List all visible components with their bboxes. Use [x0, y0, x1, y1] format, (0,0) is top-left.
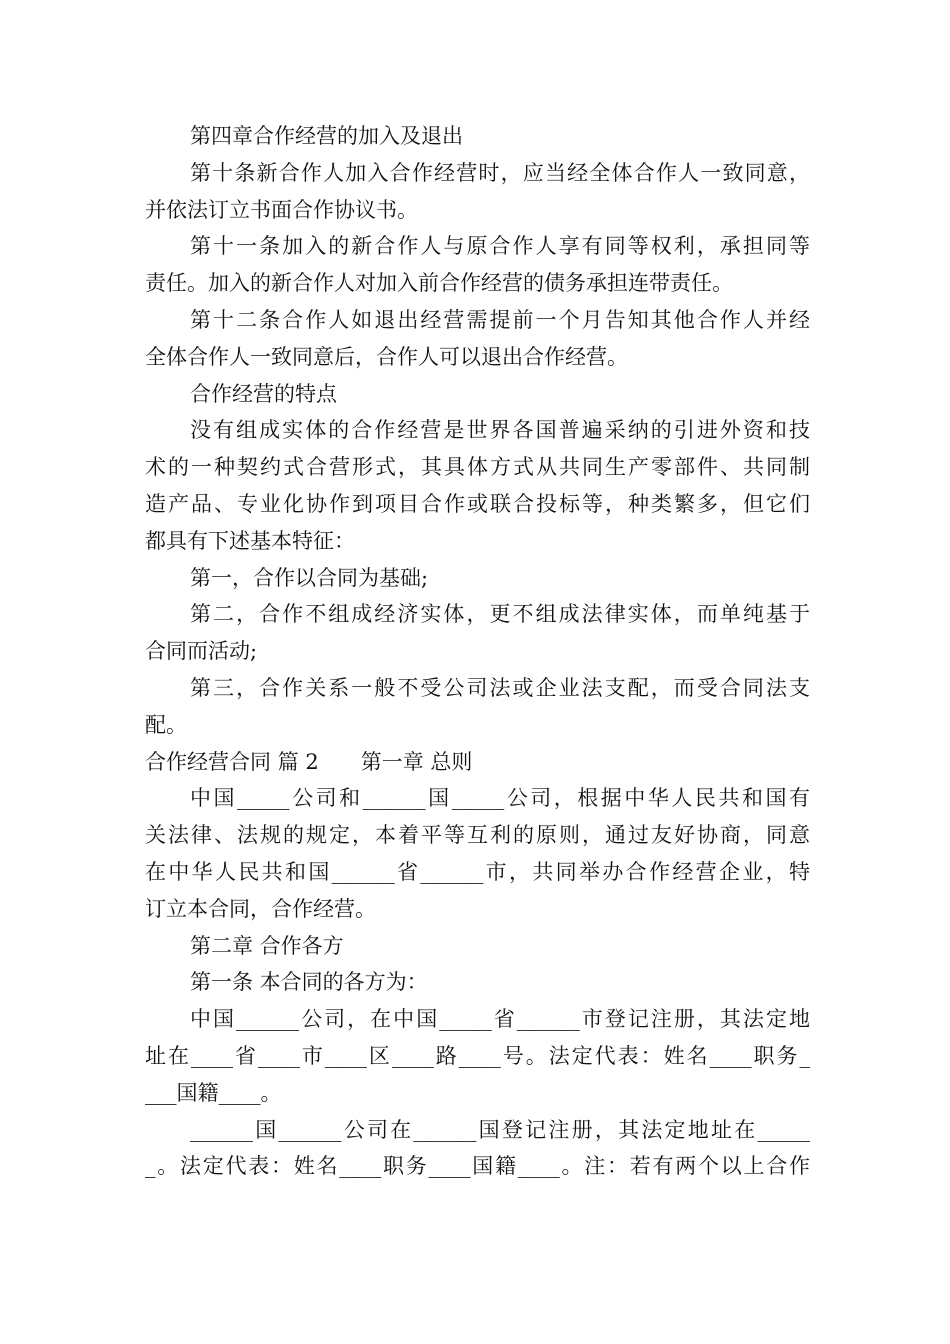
text-line: 合作经营合同 篇 2 第一章 总则 — [145, 749, 473, 774]
text-line: 第十条新合作人加入合作经营时，应当经全体合作人一致同意， — [190, 160, 810, 185]
text-line: 第一，合作以合同为基础; — [190, 565, 429, 590]
document-body — [145, 118, 810, 1185]
text-line: _。法定代表：姓名____职务____国籍____。注：若有两个以上合作 — [145, 1154, 810, 1179]
text-line: 全体合作人一致同意后，合作人可以退出合作经营。 — [145, 344, 628, 369]
text-line: 第二，合作不组成经济实体，更不组成法律实体，而单纯基于 — [190, 602, 810, 627]
text-line: 中国_____公司和______国_____公司，根据中华人民共和国有 — [190, 786, 810, 811]
text-line: ___国籍____。 — [145, 1080, 282, 1105]
text-line: 都具有下述基本特征： — [145, 528, 355, 553]
text-line: 第四章合作经营的加入及退出 — [190, 124, 463, 148]
text-line: 关法律、法规的规定，本着平等互利的原则，通过友好协商，同意 — [145, 823, 810, 848]
text-line: 第十一条加入的新合作人与原合作人享有同等权利，承担同等 — [190, 234, 810, 259]
text-line: 责任。加入的新合作人对加入前合作经营的债务承担连带责任。 — [145, 271, 733, 296]
text-line: 合同而活动; — [145, 639, 258, 664]
text-line: 第二章 合作各方 — [190, 933, 344, 958]
text-line: 中国______公司，在中国_____省______市登记注册，其法定地 — [190, 1007, 810, 1032]
text-line: 第三，合作关系一般不受公司法或企业法支配，而受合同法支 — [190, 675, 810, 700]
text-line: 术的一种契约式合营形式，其具体方式从共同生产零部件、共同制 — [145, 455, 810, 480]
text-line: 合作经营的特点 — [190, 381, 337, 406]
text-line: ______国______公司在______国登记注册，其法定地址在_____ — [190, 1117, 810, 1142]
text-line: 在中华人民共和国______省______市，共同举办合作经营企业，特 — [145, 859, 810, 884]
text-line: 订立本合同，合作经营。 — [145, 896, 376, 921]
text-line: 并依法订立书面合作协议书。 — [145, 197, 418, 222]
text-line: 第十二条合作人如退出经营需提前一个月告知其他合作人并经 — [190, 307, 810, 332]
text-line: 没有组成实体的合作经营是世界各国普遍采纳的引进外资和技 — [190, 418, 810, 443]
text-line: 造产品、专业化协作到项目合作或联合投标等，种类繁多，但它们 — [145, 491, 810, 516]
text-line: 配。 — [145, 712, 187, 737]
text-line: 第一条 本合同的各方为： — [190, 970, 428, 995]
text-line: 址在____省____市____区____路____号。法定代表：姓名____职务_ — [145, 1043, 810, 1068]
